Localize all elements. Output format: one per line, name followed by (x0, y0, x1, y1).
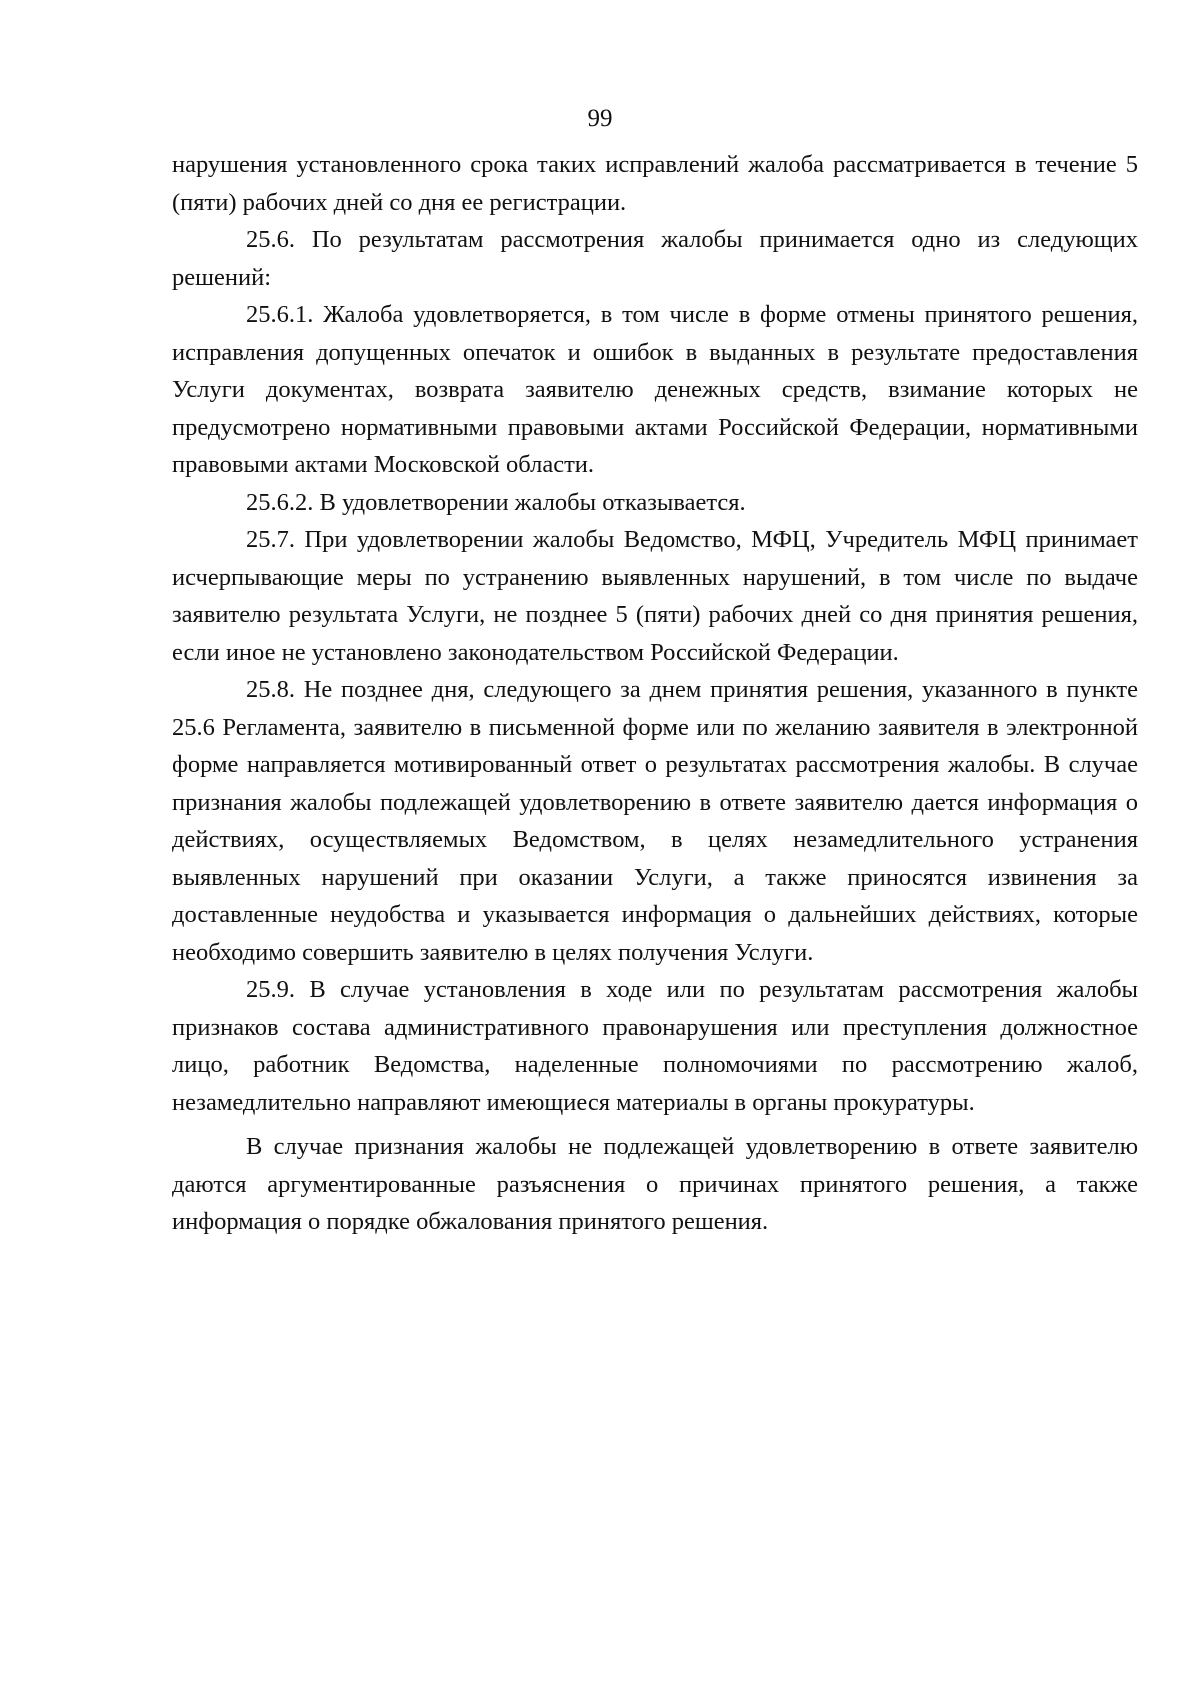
paragraph-25-6-1: 25.6.1. Жалоба удовлетворяется, в том числе в форме отмены принятого решения, исправления допущенных опечаток и ошибок в выданных в результате предоставления Услуги документах, возврата заявителю денежных средств, взимание которых не предусмотрено нормативными правовыми актами Российской Федерации, нормативными правовыми актами Московской области. (172, 301, 1138, 478)
paragraph-25-7: 25.7. При удовлетворении жалобы Ведомство, МФЦ, Учредитель МФЦ принимает исчерпывающие меры по устранению выявленных нарушений, в том числе по выдаче заявителю результата Услуги, не позднее 5 (пяти) рабочих дней со дня принятия решения, если иное не установлено законодательством Российской Федерации. (172, 526, 1138, 666)
paragraph-25-6: 25.6. По результатам рассмотрения жалобы принимается одно из следующих решений: (172, 226, 1138, 291)
document-body (172, 146, 1138, 1241)
paragraph-25-9: 25.9. В случае установления в ходе или по результатам рассмотрения жалобы признаков состава административного правонарушения или преступления должностное лицо, работник Ведомства, наделенные полномочиями по рассмотрению жалоб, незамедлительно направляют имеющиеся материалы в органы прокуратуры. (172, 976, 1138, 1116)
paragraph-rejection-case: В случае признания жалобы не подлежащей удовлетворению в ответе заявителю даются аргументированные разъяснения о причинах принятого решения, а также информация о порядке обжалования принятого решения. (172, 1133, 1138, 1235)
page-number: 99 (587, 105, 613, 132)
paragraph-continuation: нарушения установленного срока таких исправлений жалоба рассматривается в течение 5 (пяти) рабочих дней со дня ее регистрации. (172, 151, 1138, 216)
paragraph-25-8: 25.8. Не позднее дня, следующего за днем принятия решения, указанного в пункте 25.6 Регламента, заявителю в письменной форме или по желанию заявителя в электронной форме направляется мотивированный ответ о результатах рассмотрения жалобы. В случае признания жалобы подлежащей удовлетворению в ответе заявителю дается информация о действиях, осуществляемых Ведомством, в целях незамедлительного устранения выявленных нарушений при оказании Услуги, а также приносятся извинения за доставленные неудобства и указывается информация о дальнейших действиях, которые необходимо совершить заявителю в целях получения Услуги. (172, 676, 1138, 966)
paragraph-25-6-2: 25.6.2. В удовлетворении жалобы отказывается. (246, 488, 746, 516)
